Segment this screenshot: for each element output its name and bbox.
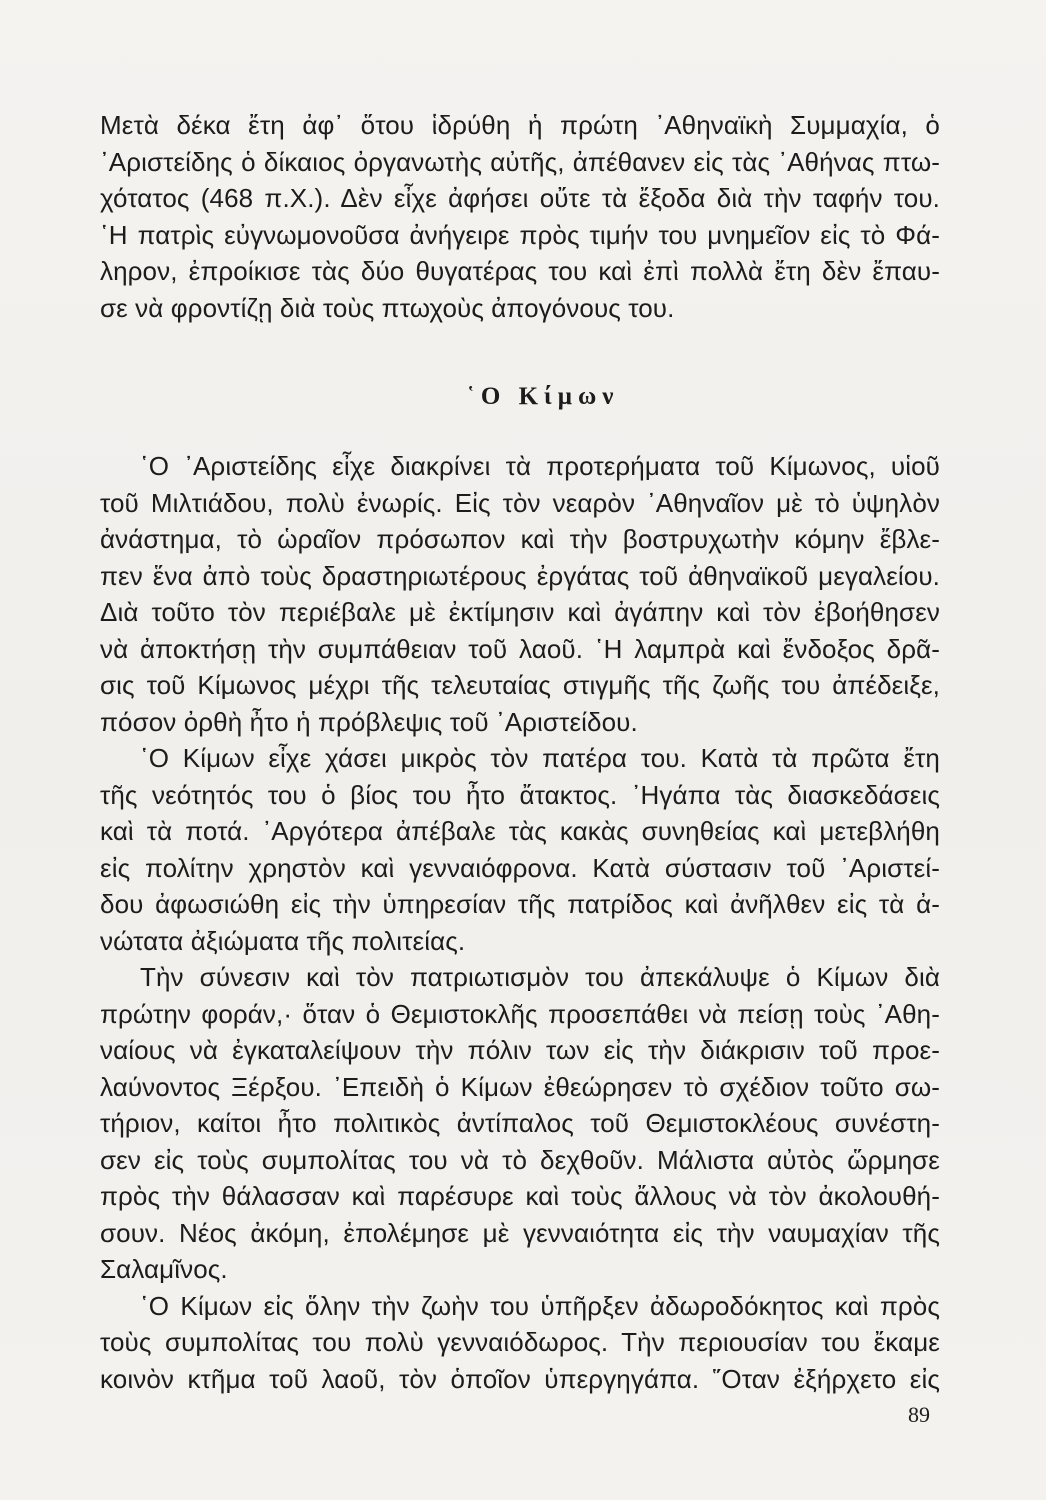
text-line: σουν. Νέος ἀκόμη, ἐπολέμησε μὲ γενναιότητα εἰς τὴν ναυμαχίαν τῆς: [100, 1217, 940, 1248]
text-line: ᾽Αριστείδης ὁ δίκαιος ὀργανωτὴς αὐτῆς, ἀπέθανεν εἰς τὰς ᾽Αθήνας πτω-: [100, 146, 940, 177]
section-heading: ῾Ο Κίμων: [466, 383, 620, 410]
intro-text: [100, 107, 940, 326]
text-line: σις τοῦ Κίμωνος μέχρι τῆς τελευταίας στιγμῆς τῆς ζωῆς του ἀπέδειξε,: [100, 670, 940, 700]
text-line: πρώτην φοράν,· ὅταν ὁ Θεμιστοκλῆς προσεπάθει νὰ πείσῃ τοὺς ᾽Αθη-: [100, 998, 940, 1029]
text-line: Τὴν σύνεσιν καὶ τὸν πατριωτισμὸν του ἀπεκάλυψε ὁ Κίμων διὰ: [140, 962, 940, 992]
text-line: λαύνοντος Ξέρξου. ᾽Επειδὴ ὁ Κίμων ἐθεώρησεν τὸ σχέδιον τοῦτο σω-: [100, 1071, 940, 1102]
text-line: τήριον, καίτοι ἦτο πολιτικὸς ἀντίπαλος τοῦ Θεμιστοκλέους συνέστη-: [100, 1108, 940, 1138]
text-line: τοὺς συμπολίτας του πολὺ γενναιόδωρος. Τὴν περιουσίαν του ἔκαμε: [100, 1327, 940, 1357]
text-line: πρὸς τὴν θάλασσαν καὶ παρέσυρε καὶ τοὺς ἄλλους νὰ τὸν ἀκολουθή-: [100, 1181, 940, 1211]
text-line: καὶ τὰ ποτά. ᾽Αργότερα ἀπέβαλε τὰς κακὰς συνηθείας καὶ μετεβλήθη: [100, 816, 940, 846]
paragraph-1: [100, 448, 940, 740]
text-line: κοινὸν κτῆμα τοῦ λαοῦ, τὸν ὁποῖον ὑπεργηγάπα. ῞Οταν ἐξήρχετο εἰς: [100, 1363, 940, 1394]
text-line: νὰ ἀποκτήσῃ τὴν συμπάθειαν τοῦ λαοῦ. ῾Η λαμπρὰ καὶ ἔνδοξος δρᾶ-: [100, 633, 940, 664]
text-line: τοῦ Μιλτιάδου, πολὺ ἐνωρίς. Εἰς τὸν νεαρὸν ᾽Αθηναῖον μὲ τὸ ὑψηλὸν: [100, 487, 940, 518]
text-line: ἀνάστημα, τὸ ὡραῖον πρόσωπον καὶ τὴν βοστρυχωτὴν κόμην ἔβλε-: [100, 524, 940, 554]
text-line: ῾Ο Κίμων εἰς ὅλην τὴν ζωὴν του ὑπῆρξεν ἀδωροδόκητος καὶ πρὸς: [140, 1290, 940, 1321]
text-line: εἰς πολίτην χρηστὸν καὶ γενναιόφρονα. Κατὰ σύστασιν τοῦ ᾽Αριστεί-: [100, 852, 940, 883]
text-line: ῾Ο ᾽Αριστείδης εἶχε διακρίνει τὰ προτερήματα τοῦ Κίμωνος, υἱοῦ: [140, 451, 940, 481]
section-body: [100, 448, 940, 1397]
text-line: ῾Η πατρὶς εὐγνωμονοῦσα ἀνήγειρε πρὸς τιμήν του μνημεῖον εἰς τὸ Φά-: [100, 219, 940, 250]
text-line: ληρον, ἐπροίκισε τὰς δύο θυγατέρας του καὶ ἐπὶ πολλὰ ἔτη δὲν ἔπαυ-: [100, 256, 940, 286]
text-line: ναίους νὰ ἐγκαταλείψουν τὴν πόλιν των εἰς τὴν διάκρισιν τοῦ προε-: [100, 1035, 940, 1065]
text-line: Σαλαμῖνος.: [100, 1254, 228, 1284]
text-line: σε νὰ φροντίζῃ διὰ τοὺς πτωχοὺς ἀπογόνους του.: [100, 292, 675, 323]
text-line: Μετὰ δέκα ἔτη ἀφ᾽ ὅτου ἱδρύθη ἡ πρώτη ᾽Αθηναϊκὴ Συμμαχία, ὁ: [100, 110, 940, 140]
text-line: χότατος (468 π.Χ.). Δὲν εἶχε ἀφήσει οὔτε τὰ ἔξοδα διὰ τὴν ταφήν του.: [100, 183, 940, 213]
paragraph-3: [100, 959, 940, 1288]
text-line: πεν ἕνα ἀπὸ τοὺς δραστηριωτέρους ἐργάτας τοῦ ἀθηναϊκοῦ μεγαλείου.: [100, 560, 940, 591]
page-number: 89: [908, 1402, 930, 1427]
text-line: σεν εἰς τοὺς συμπολίτας του νὰ τὸ δεχθοῦν. Μάλιστα αὐτὸς ὥρμησε: [100, 1144, 940, 1175]
text-line: νώτατα ἀξιώματα τῆς πολιτείας.: [100, 925, 466, 956]
intro-paragraph: [100, 107, 940, 326]
text-line: πόσον ὀρθὴ ἦτο ἡ πρόβλεψις τοῦ ᾽Αριστείδου.: [100, 706, 638, 737]
paragraph-2: [100, 740, 940, 959]
text-line: δου ἀφωσιώθη εἰς τὴν ὑπηρεσίαν τῆς πατρίδος καὶ ἀνῆλθεν εἰς τὰ ἀ-: [100, 889, 940, 919]
text-line: ῾Ο Κίμων εἶχε χάσει μικρὸς τὸν πατέρα του. Κατὰ τὰ πρῶτα ἔτη: [140, 743, 940, 773]
text-line: τῆς νεότητός του ὁ βίος του ἦτο ἄτακτος. ᾽Ηγάπα τὰς διασκεδάσεις: [100, 779, 940, 810]
text-line: Διὰ τοῦτο τὸν περιέβαλε μὲ ἐκτίμησιν καὶ ἀγάπην καὶ τὸν ἐβοήθησεν: [100, 597, 940, 627]
paragraph-4: [100, 1288, 940, 1398]
